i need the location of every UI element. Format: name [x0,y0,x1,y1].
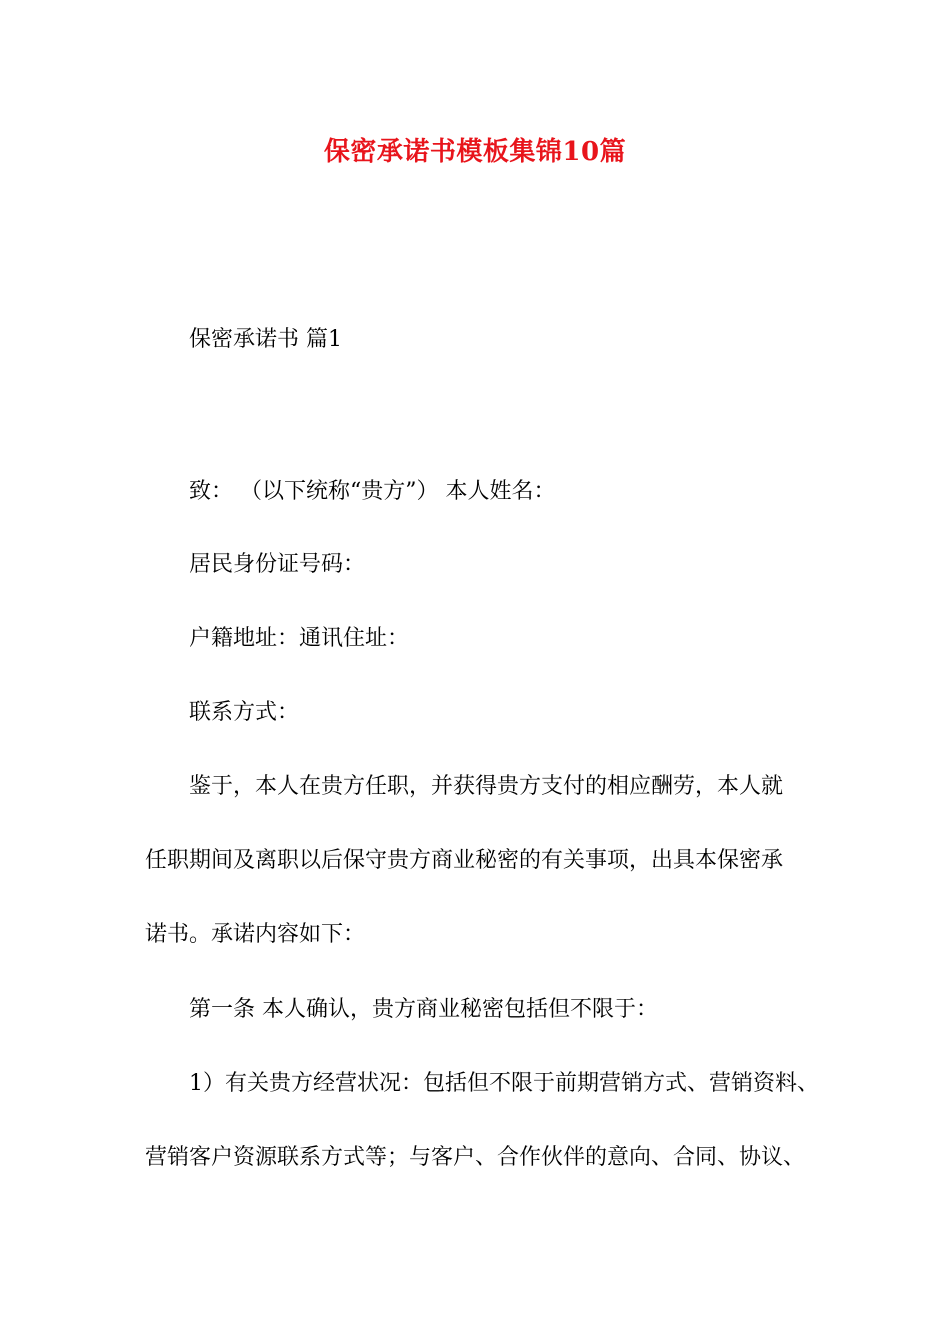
paragraph-line: 营销客户资源联系方式等；与客户、合作伙伴的意向、合同、协议、 [145,1145,806,1170]
paragraph-line: 第一条 本人确认，贵方商业秘密包括但不限于： [189,997,658,1022]
document-title: 保密承诺书模板集锦10篇 [323,137,627,167]
paragraph-line: 致： （以下统称“贵方”） 本人姓名： [189,479,556,504]
paragraph-line: 联系方式： [189,700,300,725]
paragraph-line: 诺书。承诺内容如下： [145,922,366,947]
paragraph-line: 户籍地址：通讯住址： [189,626,410,651]
paragraph-line: 居民身份证号码： [189,552,366,577]
paragraph-line: 任职期间及离职以后保守贵方商业秘密的有关事项，出具本保密承 [145,848,784,873]
paragraph-line: 1）有关贵方经营状况：包括但不限于前期营销方式、营销资料、 [189,1071,819,1096]
paragraph-line: 鉴于，本人在贵方任职，并获得贵方支付的相应酬劳，本人就 [189,774,784,799]
section-heading: 保密承诺书 篇1 [189,327,342,352]
